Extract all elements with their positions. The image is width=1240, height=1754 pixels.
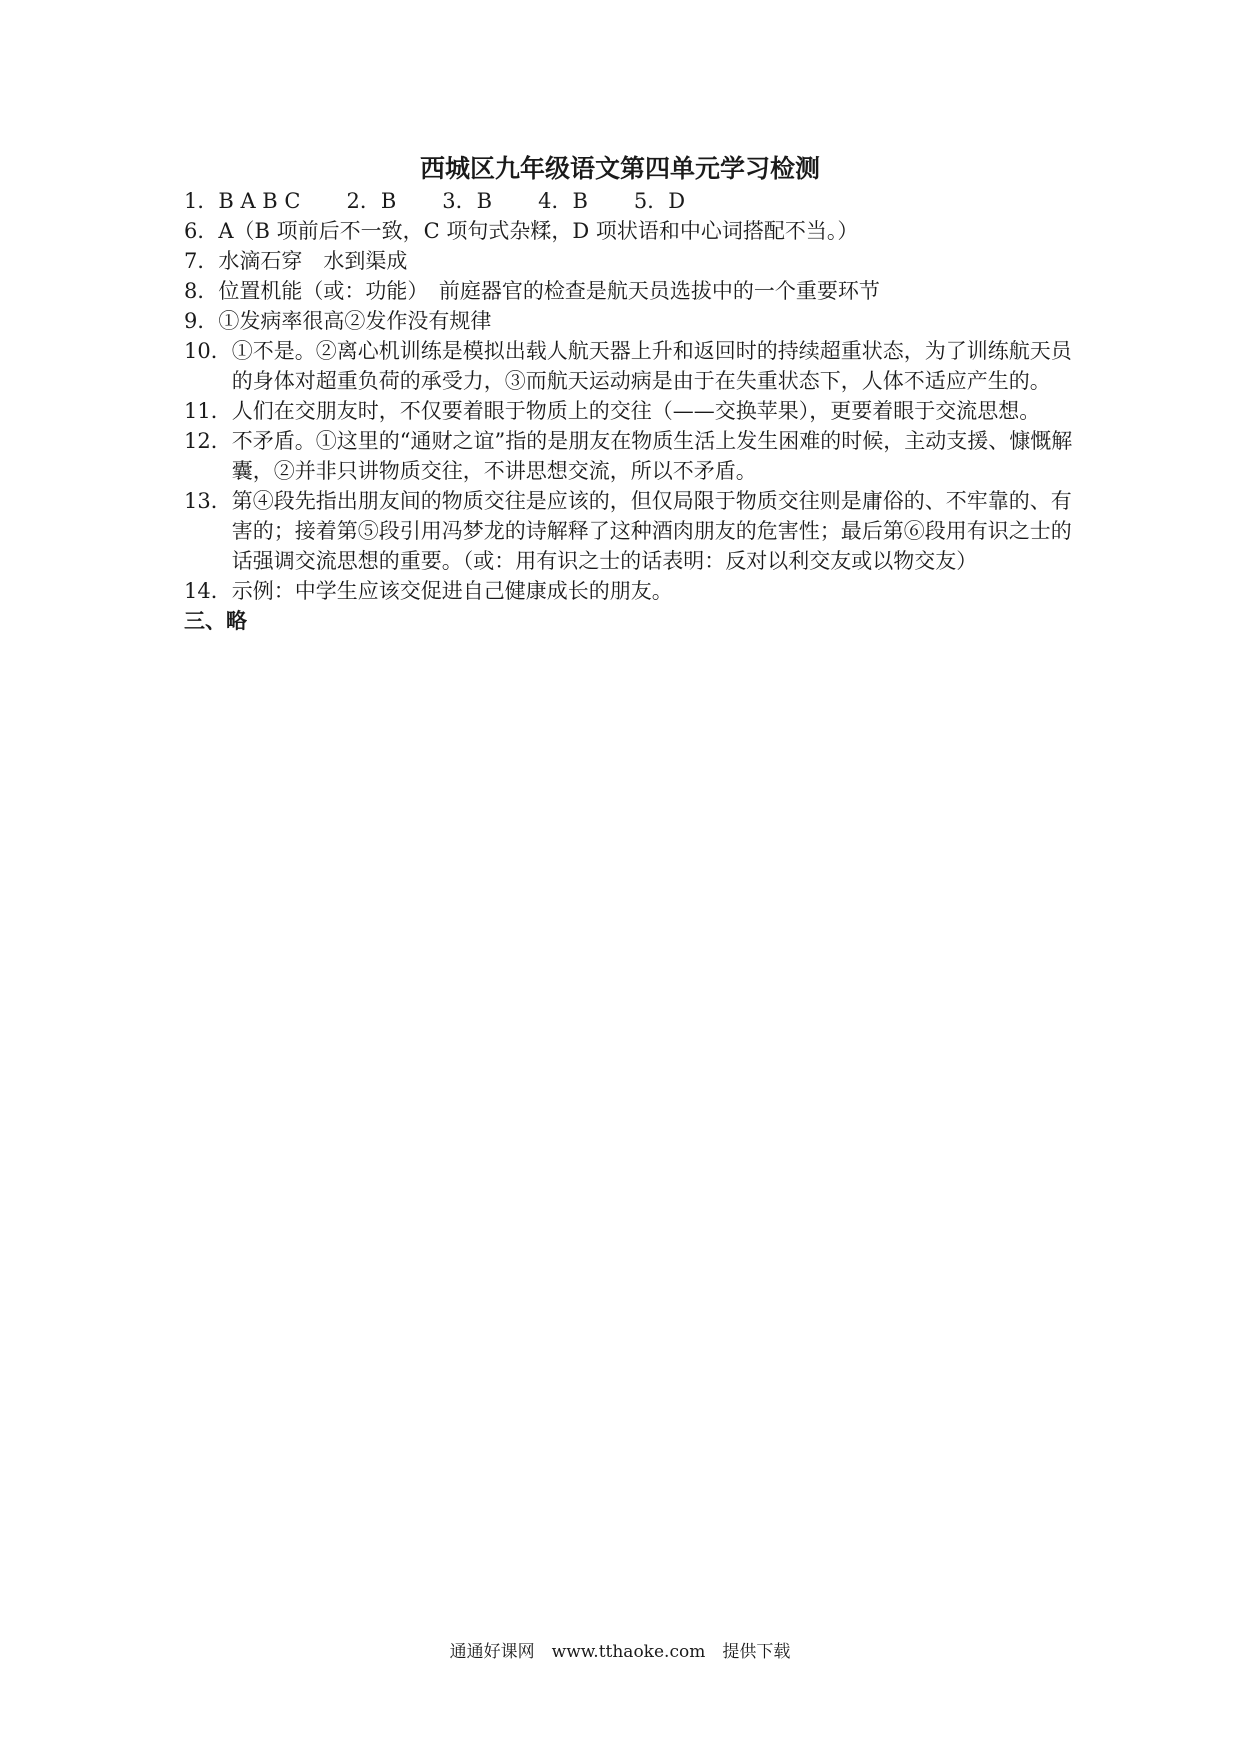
answer-number: 12． [184,429,232,453]
answer-item [184,306,1084,336]
answer-text: 示例：中学生应该交促进自己健康成长的朋友。 [231,579,673,603]
answer-item [184,426,1084,486]
answer-number: 14． [184,579,232,603]
section-three-heading: 三、略 [184,608,247,633]
answer-number: 13． [184,489,232,513]
choice-answer: 3．B [442,189,493,213]
answer-item [184,486,1084,576]
answer-number: 8． [184,279,219,303]
answer-number: 6． [184,219,219,243]
answer-number: 9． [184,309,219,333]
choice-answer: 5．D [633,189,686,213]
answer-item [184,576,1084,606]
choice-answer: 1．B A B C [184,189,301,213]
answer-text: 人们在交朋友时，不仅要着眼于物质上的交往（——交换苹果），更要着眼于交流思想。 [231,399,1041,423]
answer-number: 10． [184,339,232,363]
answer-item [184,216,1084,246]
answer-item [184,246,1084,276]
answer-item [184,276,1084,306]
answer-text: 不矛盾。①这里的“通财之谊”指的是朋友在物质生活上发生困难的时候，主动支援、慷慨解囊，②并非只讲物质交往，不讲思想交流，所以不矛盾。 [231,429,1073,483]
answer-text: ①不是。②离心机训练是模拟出载人航天器上升和返回时的持续超重状态，为了训练航天员的身体对超重负荷的承受力，③而航天运动病是由于在失重状态下，人体不适应产生的。 [231,339,1072,393]
answer-list [184,186,1084,636]
choice-answers-row [184,186,1084,216]
answer-text: 水滴石穿 水到渠成 [218,249,408,273]
answer-text: ①发病率很高②发作没有规律 [218,309,492,333]
answer-number: 7． [184,249,219,273]
answer-text: A（B 项前后不一致，C 项句式杂糅，D 项状语和中心词搭配不当。） [218,219,859,243]
choice-answer: 2．B [346,189,397,213]
answer-text: 位置机能（或：功能） 前庭器官的检查是航天员选拔中的一个重要环节 [218,279,880,303]
answer-item [184,396,1084,426]
answer-text: 第④段先指出朋友间的物质交往是应该的，但仅局限于物质交往则是庸俗的、不牢靠的、有害的；接着第⑤段引用冯梦龙的诗解释了这种酒肉朋友的危害性；最后第⑥段用有识之士的话强调交流思想的重要。（或：用有识之士的话表明：反对以利交友或以物交友） [231,489,1072,573]
page-title: 西城区九年级语文第四单元学习检测 [419,154,820,183]
choice-answer: 4．B [538,189,588,213]
answer-number: 11． [184,399,232,423]
page-footer: 通通好课网 www.tthaoke.com 提供下载 [449,1642,791,1662]
answer-item [184,336,1084,396]
